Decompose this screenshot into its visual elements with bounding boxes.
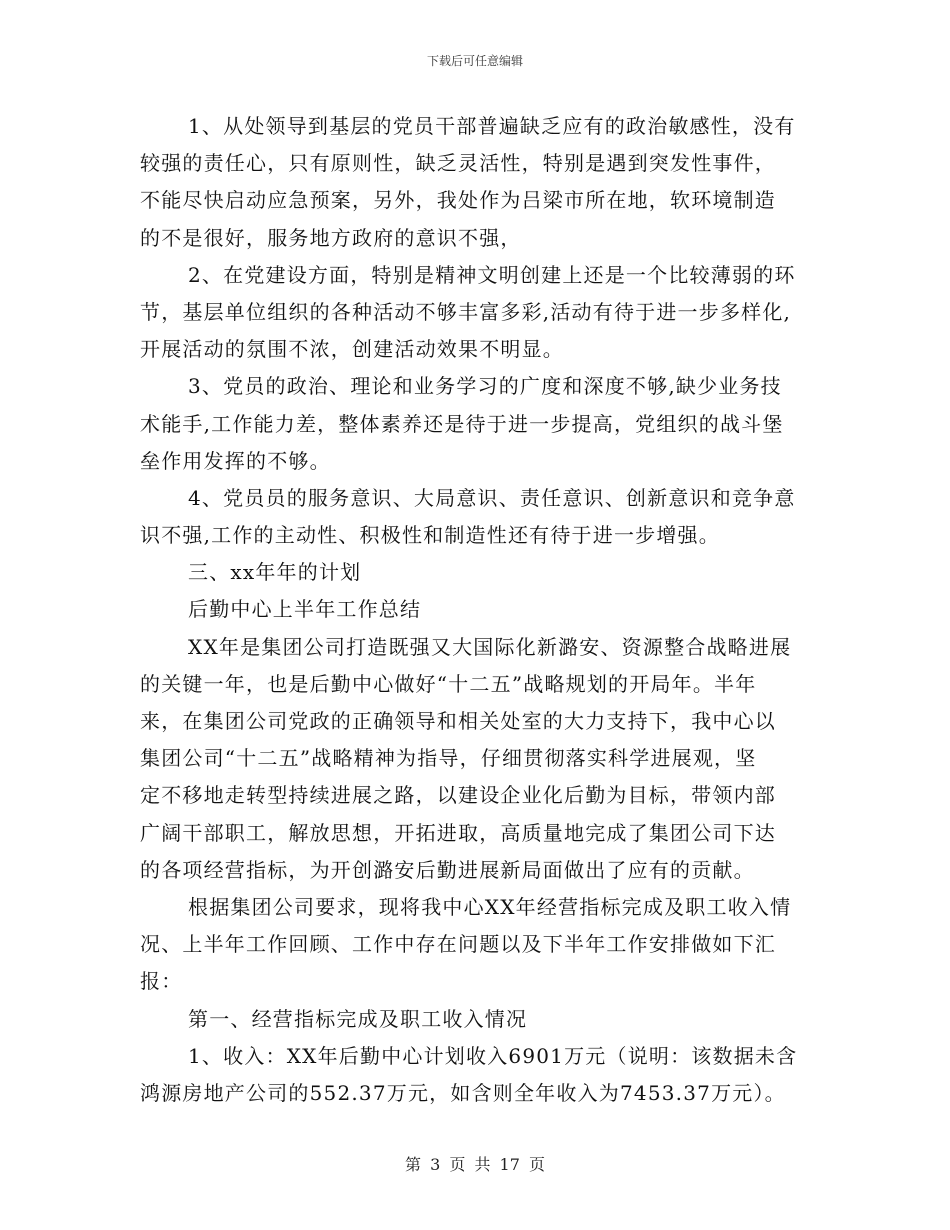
text-line: 况、上半年工作回顾、工作中存在问题以及下半年工作安排做如下汇 <box>140 932 776 957</box>
text-line: 的关键一年，也是后勤中心做好“十二五”战略规划的开局年。半年 <box>140 671 757 696</box>
text-line: 的不是很好，服务地方政府的意识不强， <box>140 225 522 250</box>
text-line: 1、从处领导到基层的党员干部普遍缺乏应有的政治敏感性，没有 <box>188 114 796 138</box>
text-line: XX年是集团公司打造既强又大国际化新潞安、资源整合战略进展 <box>188 634 792 659</box>
header-note: 下载后可任意编辑 <box>426 54 523 68</box>
text-line: 不能尽快启动应急预案，另外，我处作为吕梁市所在地，软环境制造 <box>140 188 776 213</box>
text-line: 3、党员的政治、理论和业务学习的广度和深度不够,缺少业务技 <box>188 374 782 399</box>
text-line: 报： <box>140 969 183 994</box>
text-line: 2、在党建设方面，特别是精神文明创建上还是一个比较薄弱的环 <box>188 262 796 287</box>
text-line: 三、xx年年的计划 <box>188 560 362 585</box>
page-footer: 第 3 页 共 17 页 <box>405 1155 545 1174</box>
text-line: 集团公司“十二五”战略精神为指导，仔细贯彻落实科学进展观，坚 <box>140 746 757 771</box>
text-line: 根据集团公司要求，现将我中心XX年经营指标完成及职工收入情 <box>188 894 792 919</box>
text-line: 较强的责任心，只有原则性，缺乏灵活性，特别是遇到突发性事件， <box>140 151 776 176</box>
text-line: 的各项经营指标，为开创潞安后勤进展新局面做出了应有的贡献。 <box>140 857 755 882</box>
text-line: 第一、经营指标完成及职工收入情况 <box>188 1006 528 1031</box>
text-line: 广阔干部职工，解放思想，开拓进取，高质量地完成了集团公司下达 <box>140 820 776 845</box>
text-line: 开展活动的氛围不浓，创建活动效果不明显。 <box>140 337 564 362</box>
document-body <box>140 108 812 1112</box>
text-line: 1、收入：XX年后勤中心计划收入6901万元（说明：该数据未含 <box>188 1043 798 1068</box>
text-line: 后勤中心上半年工作总结 <box>188 597 422 622</box>
text-line: 定不移地走转型持续进展之路，以建设企业化后勤为目标，带领内部 <box>140 783 776 808</box>
text-line: 识不强,工作的主动性、积极性和制造性还有待于进一步增强。 <box>140 523 720 548</box>
text-line: 4、党员员的服务意识、大局意识、责任意识、创新意识和竞争意 <box>188 485 796 510</box>
text-line: 垒作用发挥的不够。 <box>140 448 331 473</box>
text-line: 节，基层单位组织的各种活动不够丰富多彩,活动有待于进一步多样化, <box>140 299 792 324</box>
text-line: 鸿源房地产公司的552.37万元，如含则全年收入为7453.37万元）。 <box>140 1080 786 1105</box>
text-line: 来，在集团公司党政的正确领导和相关处室的大力支持下，我中心以 <box>140 709 776 733</box>
text-line: 术能手,工作能力差，整体素养还是待于进一步提高，党组织的战斗堡 <box>140 411 784 436</box>
